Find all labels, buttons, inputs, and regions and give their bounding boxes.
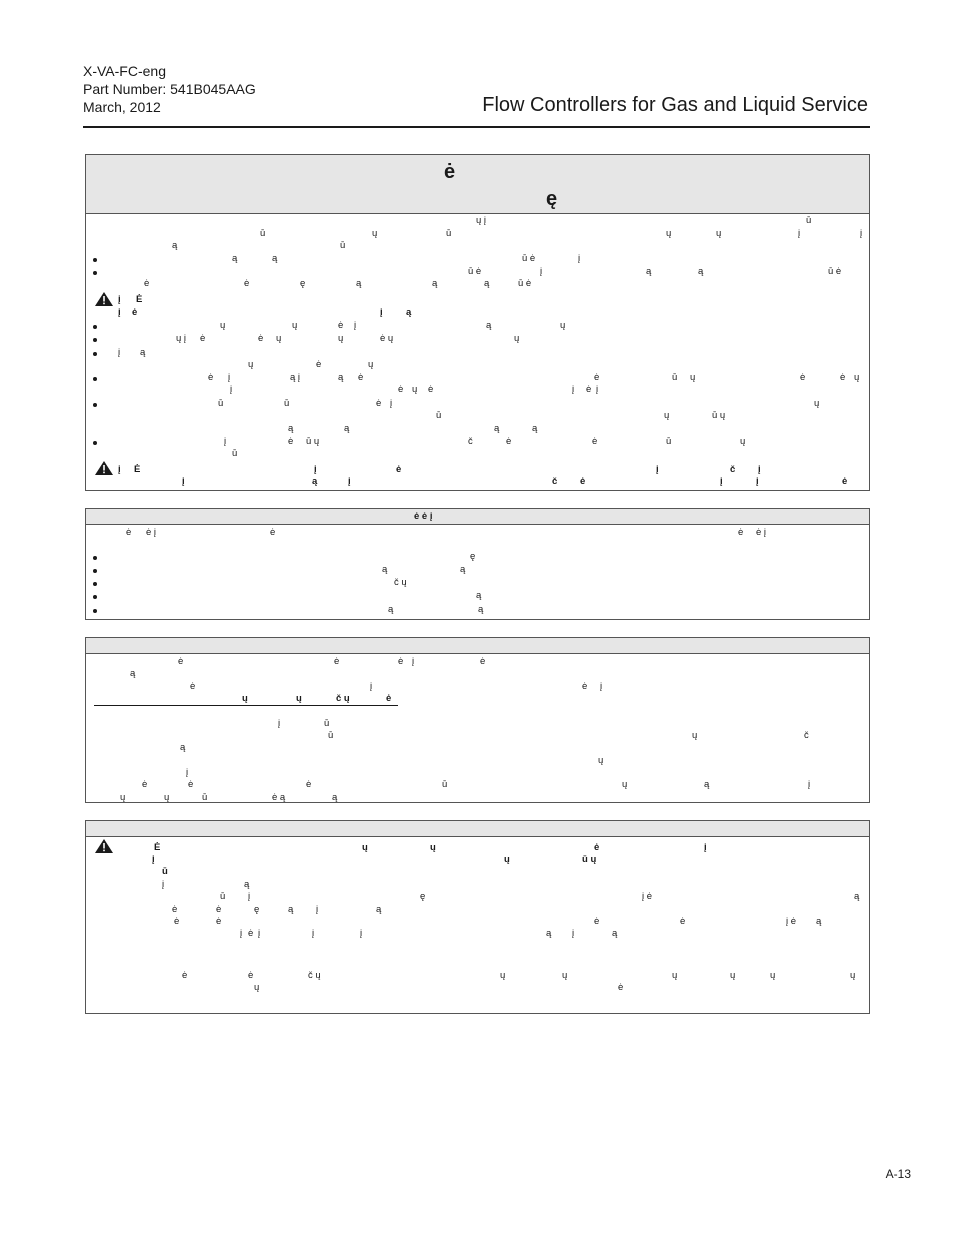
- text-fragment: ė: [592, 436, 598, 447]
- text-fragment: ė: [396, 464, 402, 475]
- text-fragment: ą į: [290, 372, 301, 383]
- text-fragment: č: [730, 464, 736, 475]
- text-fragment: į: [860, 228, 863, 239]
- text-fragment: ų: [622, 779, 628, 790]
- text-fragment: į: [186, 767, 189, 778]
- bullet-marker: [93, 403, 97, 407]
- text-fragment: ų: [672, 970, 678, 981]
- text-fragment: į: [314, 464, 317, 475]
- text-fragment: ė: [506, 436, 512, 447]
- text-fragment: ų: [368, 359, 374, 370]
- text-fragment: ų: [854, 372, 860, 383]
- text-fragment: ų: [562, 970, 568, 981]
- text-fragment: ė: [618, 982, 624, 993]
- text-fragment: ų: [770, 970, 776, 981]
- page-title: Flow Controllers for Gas and Liquid Service: [482, 94, 868, 116]
- text-fragment: į: [600, 681, 603, 692]
- text-fragment: ė į: [756, 527, 767, 538]
- text-fragment: į: [380, 307, 383, 318]
- text-fragment: ą: [388, 604, 394, 615]
- underline-rule: [94, 705, 398, 706]
- text-fragment: į: [152, 854, 155, 865]
- text-fragment: į: [798, 228, 801, 239]
- text-fragment: į: [360, 928, 363, 939]
- text-fragment: ė: [200, 333, 206, 344]
- bullet-marker: [93, 441, 97, 445]
- text-fragment: į: [390, 398, 393, 409]
- text-fragment: ų: [120, 792, 126, 803]
- warning-triangle-icon: [95, 292, 113, 306]
- text-fragment: ė ų: [380, 333, 394, 344]
- text-fragment: ė: [216, 916, 222, 927]
- text-fragment: ą: [172, 240, 178, 251]
- text-fragment: ų: [560, 320, 566, 331]
- text-fragment: į: [704, 842, 707, 853]
- text-fragment: ė: [244, 278, 250, 289]
- section-1-heading-line-2: ę: [546, 188, 558, 210]
- text-fragment: į: [756, 476, 759, 487]
- text-fragment: į: [578, 253, 581, 264]
- table-section-4: [85, 820, 870, 1014]
- text-fragment: ė: [398, 656, 404, 667]
- text-fragment: ė: [842, 476, 848, 487]
- text-fragment: ą: [704, 779, 710, 790]
- section-4-body: [86, 837, 869, 1013]
- text-fragment: į: [118, 464, 121, 475]
- bullet-marker: [93, 258, 97, 262]
- text-fragment: ą: [244, 879, 250, 890]
- text-fragment: č: [552, 476, 558, 487]
- text-fragment: į: [316, 904, 319, 915]
- text-fragment: ū: [442, 779, 448, 790]
- text-fragment: ą: [460, 564, 466, 575]
- text-fragment: ų: [362, 842, 368, 853]
- text-fragment: ė: [216, 904, 222, 915]
- text-fragment: ą: [338, 372, 344, 383]
- text-fragment: ų: [504, 854, 510, 865]
- bullet-marker: [93, 582, 97, 586]
- text-fragment: ė: [258, 333, 264, 344]
- text-fragment: ė: [248, 928, 254, 939]
- warning-triangle-icon: [95, 839, 113, 853]
- text-fragment: ą: [140, 347, 146, 358]
- text-fragment: ų: [296, 693, 302, 704]
- text-fragment: ą: [612, 928, 618, 939]
- text-fragment: ą: [232, 253, 238, 264]
- text-fragment: į: [540, 266, 543, 277]
- text-fragment: ą: [478, 604, 484, 615]
- bullet-marker: [93, 271, 97, 275]
- text-fragment: ė: [248, 970, 254, 981]
- bullet-marker: [93, 338, 97, 342]
- text-fragment: ė: [594, 916, 600, 927]
- text-fragment: ą: [180, 742, 186, 753]
- text-fragment: ė: [188, 779, 194, 790]
- section-3-header: [86, 638, 869, 654]
- text-fragment: ą: [382, 564, 388, 575]
- text-fragment: ū: [324, 718, 330, 729]
- text-fragment: ų: [292, 320, 298, 331]
- section-1-body: [86, 214, 869, 490]
- text-fragment: ą: [484, 278, 490, 289]
- text-fragment: ą: [376, 904, 382, 915]
- text-fragment: į: [758, 464, 761, 475]
- text-fragment: į: [808, 779, 811, 790]
- table-section-3: [85, 637, 870, 803]
- text-fragment: ė: [586, 384, 592, 395]
- text-fragment: ą: [546, 928, 552, 939]
- bullet-marker: [93, 377, 97, 381]
- text-fragment: ė: [398, 384, 404, 395]
- text-fragment: ė: [182, 970, 188, 981]
- text-fragment: ą: [312, 476, 318, 487]
- text-fragment: ū: [202, 792, 208, 803]
- text-fragment: ų: [254, 982, 260, 993]
- text-fragment: ū: [260, 228, 266, 239]
- text-fragment: ė: [132, 307, 138, 318]
- text-fragment: ė: [316, 359, 322, 370]
- text-fragment: ė: [358, 372, 364, 383]
- text-fragment: į: [596, 384, 599, 395]
- text-fragment: ą: [406, 307, 412, 318]
- text-fragment: ų: [690, 372, 696, 383]
- text-fragment: ų: [740, 436, 746, 447]
- text-fragment: į: [572, 928, 575, 939]
- text-fragment: ą: [332, 792, 338, 803]
- text-fragment: ų: [664, 410, 670, 421]
- text-fragment: ė: [428, 384, 434, 395]
- text-fragment: ė: [800, 372, 806, 383]
- text-fragment: ū ė: [518, 278, 532, 289]
- text-fragment: ą: [816, 916, 822, 927]
- text-fragment: ų: [716, 228, 722, 239]
- text-fragment: ą: [476, 590, 482, 601]
- text-fragment: ū: [218, 398, 224, 409]
- text-fragment: ū: [340, 240, 346, 251]
- text-fragment: č: [804, 730, 809, 741]
- text-fragment: ė: [270, 527, 276, 538]
- text-fragment: ų: [730, 970, 736, 981]
- text-fragment: ė: [480, 656, 486, 667]
- text-fragment: ų: [338, 333, 344, 344]
- text-fragment: ū: [672, 372, 678, 383]
- text-fragment: ū: [232, 448, 238, 459]
- text-fragment: ų: [850, 970, 856, 981]
- section-2-body: [86, 525, 869, 619]
- text-fragment: ą: [486, 320, 492, 331]
- doc-code: X-VA-FC-eng: [83, 63, 166, 79]
- text-fragment: ė: [306, 779, 312, 790]
- text-fragment: č ų: [336, 693, 350, 704]
- text-fragment: ą: [130, 668, 136, 679]
- bullet-marker: [93, 595, 97, 599]
- text-fragment: į: [412, 656, 415, 667]
- document-meta: [83, 62, 256, 116]
- text-fragment: ą: [356, 278, 362, 289]
- text-fragment: ų: [164, 792, 170, 803]
- text-fragment: į: [278, 718, 281, 729]
- text-fragment: Ė: [154, 842, 161, 853]
- text-fragment: ų: [276, 333, 282, 344]
- part-number: Part Number: 541B045AAG: [83, 81, 256, 97]
- text-fragment: Ė: [134, 464, 141, 475]
- text-fragment: ų: [814, 398, 820, 409]
- text-fragment: ū ų: [582, 854, 597, 865]
- text-fragment: ė: [594, 372, 600, 383]
- section-1-heading-line-1: ė: [444, 161, 456, 183]
- text-fragment: ė: [142, 779, 148, 790]
- text-fragment: ų: [242, 693, 248, 704]
- text-fragment: ą: [344, 423, 350, 434]
- text-fragment: ą: [288, 904, 294, 915]
- text-fragment: į: [720, 476, 723, 487]
- text-fragment: ė į: [146, 527, 157, 538]
- text-fragment: į: [656, 464, 659, 475]
- text-fragment: ų: [514, 333, 520, 344]
- text-fragment: č ų: [308, 970, 321, 981]
- text-fragment: ė: [126, 527, 132, 538]
- text-fragment: į: [348, 476, 351, 487]
- section-1-header: [86, 155, 869, 214]
- text-fragment: ų: [412, 384, 418, 395]
- text-fragment: ų: [430, 842, 436, 853]
- text-fragment: ę: [420, 891, 426, 902]
- text-fragment: ū: [666, 436, 672, 447]
- text-fragment: ų: [220, 320, 226, 331]
- text-fragment: ų: [692, 730, 698, 741]
- text-fragment: į: [258, 928, 261, 939]
- text-fragment: ū: [806, 215, 812, 226]
- text-fragment: į: [240, 928, 243, 939]
- text-fragment: ė: [840, 372, 846, 383]
- text-fragment: ū ų: [712, 410, 726, 421]
- text-fragment: ė: [178, 656, 184, 667]
- text-fragment: į: [118, 347, 121, 358]
- text-fragment: į: [224, 436, 227, 447]
- text-fragment: ė: [338, 320, 344, 331]
- page-number: A-13: [885, 1167, 911, 1181]
- text-fragment: ė: [172, 904, 178, 915]
- table-section-2: [85, 508, 870, 620]
- text-fragment: į: [572, 384, 575, 395]
- section-4-header: [86, 821, 869, 837]
- text-fragment: ų į: [176, 333, 187, 344]
- text-fragment: ų: [500, 970, 506, 981]
- text-fragment: į: [230, 384, 233, 395]
- bullet-marker: [93, 352, 97, 356]
- text-fragment: ą: [288, 423, 294, 434]
- bullet-marker: [93, 569, 97, 573]
- text-fragment: į: [182, 476, 185, 487]
- text-fragment: ū ė: [522, 253, 536, 264]
- warning-triangle-icon: [95, 461, 113, 475]
- text-fragment: ė: [594, 842, 600, 853]
- text-fragment: ų: [666, 228, 672, 239]
- text-fragment: ė: [288, 436, 294, 447]
- text-fragment: ū: [284, 398, 290, 409]
- text-fragment: Ė: [136, 294, 143, 305]
- text-fragment: ė: [334, 656, 340, 667]
- text-fragment: ą: [854, 891, 860, 902]
- text-fragment: ė: [174, 916, 180, 927]
- text-fragment: į ė: [642, 891, 653, 902]
- text-fragment: ą: [646, 266, 652, 277]
- text-fragment: ų į: [476, 215, 487, 226]
- text-fragment: ė: [580, 476, 586, 487]
- text-fragment: ų: [598, 755, 604, 766]
- text-fragment: ę: [470, 551, 476, 562]
- bullet-marker: [93, 609, 97, 613]
- text-fragment: ą: [698, 266, 704, 277]
- text-fragment: č: [468, 436, 473, 447]
- text-fragment: ū: [328, 730, 334, 741]
- text-fragment: ė ą: [272, 792, 286, 803]
- header-divider: [83, 126, 870, 128]
- text-fragment: ą: [494, 423, 500, 434]
- text-fragment: į: [118, 294, 121, 305]
- text-fragment: į: [228, 372, 231, 383]
- text-fragment: ų: [372, 228, 378, 239]
- text-fragment: ė: [208, 372, 214, 383]
- bullet-marker: [93, 556, 97, 560]
- text-fragment: į: [248, 891, 251, 902]
- text-fragment: ę: [300, 278, 306, 289]
- text-fragment: ė: [190, 681, 196, 692]
- text-fragment: ū: [436, 410, 442, 421]
- text-fragment: į: [312, 928, 315, 939]
- text-fragment: ū: [220, 891, 226, 902]
- section-2-heading: ė ė į: [414, 511, 433, 522]
- text-fragment: ė: [738, 527, 744, 538]
- text-fragment: ų: [248, 359, 254, 370]
- text-fragment: į: [118, 307, 121, 318]
- text-fragment: ū ė: [828, 266, 842, 277]
- text-fragment: ą: [532, 423, 538, 434]
- text-fragment: į: [370, 681, 373, 692]
- text-fragment: č ų: [394, 577, 407, 588]
- text-fragment: ė: [680, 916, 686, 927]
- text-fragment: ė: [144, 278, 150, 289]
- bullet-marker: [93, 325, 97, 329]
- doc-date: March, 2012: [83, 99, 161, 115]
- text-fragment: ė: [386, 693, 392, 704]
- text-fragment: į ė: [786, 916, 797, 927]
- text-fragment: ū: [446, 228, 452, 239]
- section-3-body: [86, 654, 869, 802]
- text-fragment: ą: [432, 278, 438, 289]
- table-section-1: [85, 154, 870, 491]
- text-fragment: ę: [254, 904, 260, 915]
- section-2-header: [86, 509, 869, 525]
- text-fragment: ū ų: [306, 436, 320, 447]
- text-fragment: ė: [376, 398, 382, 409]
- text-fragment: ū ė: [468, 266, 482, 277]
- text-fragment: į: [162, 879, 165, 890]
- text-fragment: ą: [272, 253, 278, 264]
- text-fragment: ė: [582, 681, 588, 692]
- text-fragment: ū: [162, 866, 168, 877]
- text-fragment: į: [354, 320, 357, 331]
